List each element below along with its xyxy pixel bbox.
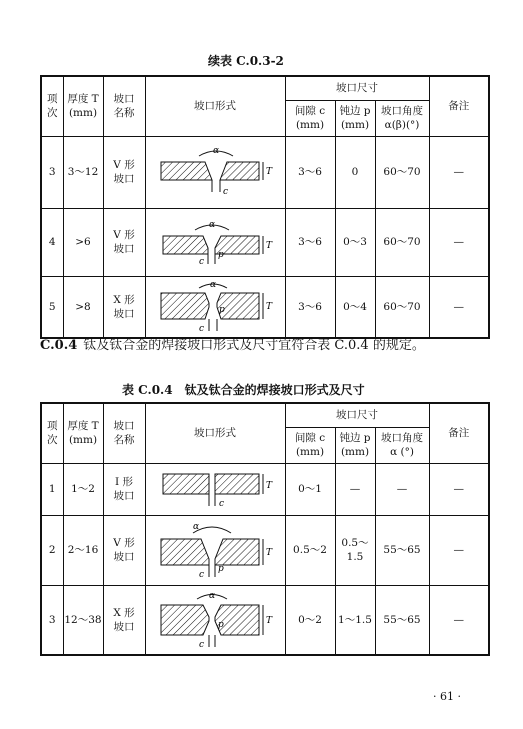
cell-groove-name: X 形 坡口 [103, 276, 145, 338]
cell-remarks: — [429, 136, 489, 208]
table-row [41, 136, 489, 208]
cell-groove-name: I 形 坡口 [103, 463, 145, 515]
clause-paragraph [40, 335, 500, 357]
header-groove-form: 坡口形式 [145, 403, 285, 463]
table-row [41, 276, 489, 338]
cell-angle: — [375, 463, 429, 515]
cell-gap: 0.5～2 [285, 515, 335, 585]
svg-text:T: T [266, 615, 273, 626]
cell-angle: 55～65 [375, 585, 429, 655]
svg-text:α: α [209, 590, 216, 601]
header-groove-form: 坡口形式 [145, 76, 285, 136]
cell-groove-name: X 形 坡口 [103, 585, 145, 655]
cell-gap: 3～6 [285, 208, 335, 276]
svg-text:α: α [193, 522, 200, 532]
svg-text:c: c [223, 187, 229, 197]
cell-remarks: — [429, 585, 489, 655]
header-groove-name: 坡口 名称 [103, 76, 145, 136]
page-number: · 61 · [433, 690, 461, 703]
cell-item: 2 [41, 515, 63, 585]
cell-thickness: 3～12 [63, 136, 103, 208]
cell-angle: 60～70 [375, 136, 429, 208]
header-item: 项次 [41, 403, 63, 463]
svg-text:p: p [218, 564, 224, 574]
table-row [41, 208, 489, 276]
cell-groove-name: V 形 坡口 [103, 515, 145, 585]
svg-text:c: c [199, 639, 205, 650]
cell-gap: 0～1 [285, 463, 335, 515]
cell-thickness: >8 [63, 276, 103, 338]
table-row [41, 515, 489, 585]
header-groove-size: 坡口尺寸 [285, 403, 429, 427]
header-root-face: 钝边 p (mm) [335, 427, 375, 463]
cell-item: 1 [41, 463, 63, 515]
cell-thickness: 1～2 [63, 463, 103, 515]
cell-gap: 3～6 [285, 136, 335, 208]
cell-item: 4 [41, 208, 63, 276]
clause-text: 钛及钛合金的焊接坡口形式及尺寸宜符合表 C.0.4 的规定。 [83, 338, 425, 353]
cell-thickness: 12～38 [63, 585, 103, 655]
svg-text:p: p [219, 304, 225, 315]
header-remarks: 备注 [429, 403, 489, 463]
cell-remarks: — [429, 515, 489, 585]
svg-text:T: T [266, 548, 273, 558]
v-groove-figure [145, 515, 285, 585]
table1 [40, 75, 490, 339]
cell-remarks: — [429, 276, 489, 338]
cell-root-face: 0～3 [335, 208, 375, 276]
header-item: 项次 [41, 76, 63, 136]
cell-root-face: 0.5～1.5 [335, 515, 375, 585]
cell-root-face: 1～1.5 [335, 585, 375, 655]
cell-root-face: — [335, 463, 375, 515]
svg-text:α: α [209, 220, 216, 230]
cell-thickness: 2～16 [63, 515, 103, 585]
clause-number: C.0.4 [40, 338, 78, 353]
svg-text:c: c [199, 257, 205, 267]
table2-caption: 表 C.0.4 钛及钛合金的焊接坡口形式及尺寸 [122, 383, 365, 397]
cell-groove-name: V 形 坡口 [103, 136, 145, 208]
header-groove-name: 坡口 名称 [103, 403, 145, 463]
cell-item: 5 [41, 276, 63, 338]
svg-text:p: p [218, 619, 224, 630]
table2 [40, 402, 490, 656]
svg-text:T: T [266, 481, 273, 491]
header-thickness: 厚度 T (mm) [63, 76, 103, 136]
svg-text:c: c [199, 570, 205, 580]
v-groove-root-face-figure [145, 208, 285, 276]
x-groove-figure [145, 585, 285, 655]
svg-text:c: c [219, 499, 225, 509]
i-groove-figure [145, 463, 285, 515]
cell-angle: 60～70 [375, 276, 429, 338]
svg-text:T: T [266, 167, 273, 177]
x-groove-figure [145, 276, 285, 338]
cell-root-face: 0 [335, 136, 375, 208]
cell-root-face: 0～4 [335, 276, 375, 338]
header-root-face: 钝边 p (mm) [335, 100, 375, 136]
svg-text:α: α [213, 146, 220, 156]
cell-angle: 60～70 [375, 208, 429, 276]
header-groove-size: 坡口尺寸 [285, 76, 429, 100]
cell-angle: 55～65 [375, 515, 429, 585]
header-angle: 坡口角度 α (°) [375, 427, 429, 463]
cell-gap: 0～2 [285, 585, 335, 655]
table1-caption: 续表 C.0.3-2 [208, 54, 284, 68]
svg-text:c: c [199, 323, 205, 334]
svg-text:p: p [218, 250, 224, 260]
cell-groove-name: V 形 坡口 [103, 208, 145, 276]
header-gap: 间隙 c (mm) [285, 100, 335, 136]
table-row [41, 463, 489, 515]
cell-item: 3 [41, 585, 63, 655]
svg-text:T: T [266, 301, 273, 312]
v-groove-figure [145, 136, 285, 208]
header-thickness: 厚度 T (mm) [63, 403, 103, 463]
table-row [41, 585, 489, 655]
cell-remarks: — [429, 463, 489, 515]
cell-item: 3 [41, 136, 63, 208]
cell-remarks: — [429, 208, 489, 276]
cell-gap: 3～6 [285, 276, 335, 338]
header-angle: 坡口角度 α(β)(°) [375, 100, 429, 136]
cell-thickness: >6 [63, 208, 103, 276]
svg-text:α: α [210, 279, 217, 290]
header-gap: 间隙 c (mm) [285, 427, 335, 463]
header-remarks: 备注 [429, 76, 489, 136]
svg-text:T: T [266, 241, 273, 251]
